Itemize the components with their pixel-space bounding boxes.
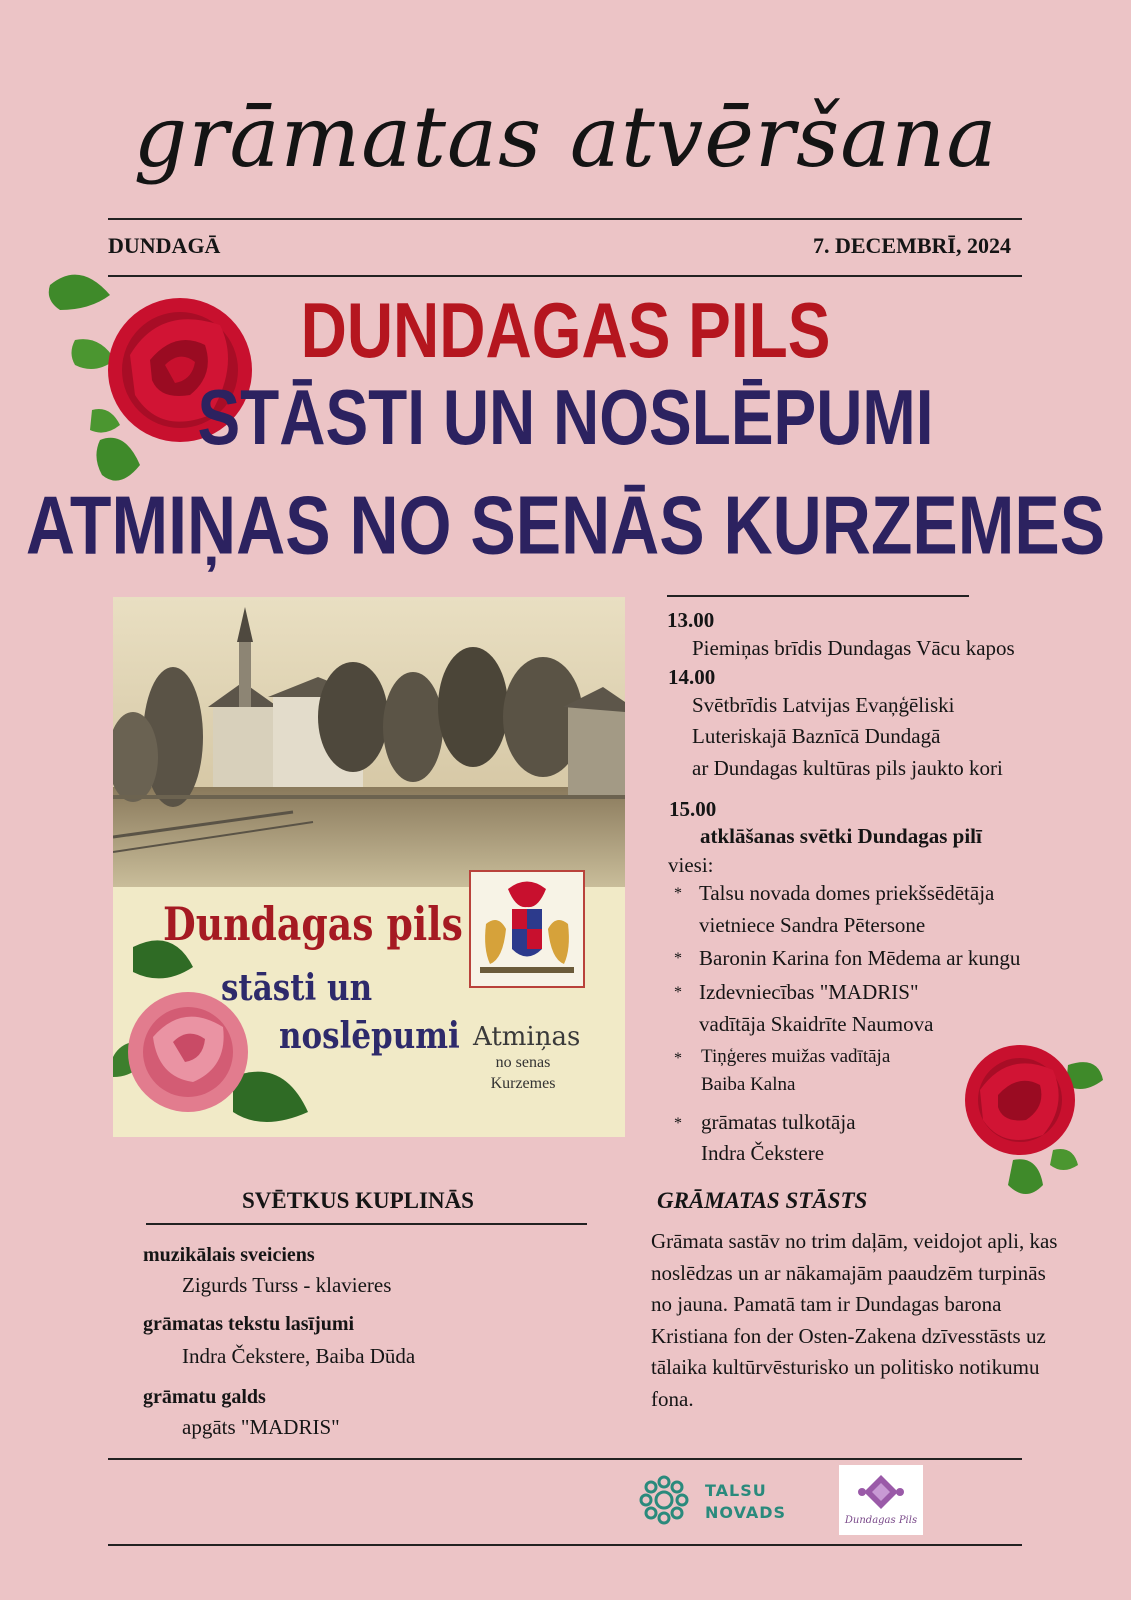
story-title: GRĀMATAS STĀSTS — [657, 1188, 868, 1213]
bullet-star: * — [674, 1115, 682, 1132]
schedule-event-3: atklāšanas svētki Dundagas pilī — [700, 824, 982, 848]
rose-illustration-right — [958, 1035, 1104, 1200]
headline-line-3: ATMIŅAS NO SENĀS KURZEMES — [25, 479, 1106, 572]
event-location: DUNDAGĀ — [108, 233, 221, 258]
castle-engraving-image — [113, 597, 625, 887]
schedule-event-2c: ar Dundagas kultūras pils jaukto kori — [692, 756, 1003, 780]
cover-title-line-3: noslēpumi — [279, 1015, 460, 1057]
headline-line-2: STĀSTI UN NOSLĒPUMI — [197, 373, 934, 462]
guest-4-line-1: Tiņģeres muižas vadītāja — [701, 1046, 891, 1067]
poster-title: grāmatas atvēršana — [133, 88, 998, 186]
extras-item-2-label: grāmatas tekstu lasījumi — [143, 1313, 355, 1335]
talsu-novads-logo-icon — [636, 1472, 692, 1528]
bullet-star: * — [674, 885, 682, 902]
footer-top-rule — [108, 1458, 1022, 1460]
schedule-event-2b: Luteriskajā Baznīcā Dundagā — [692, 724, 941, 748]
guest-1-line-1: Talsu novada domes priekšsēdētāja — [699, 881, 995, 905]
cover-subtitle-line-3: Kurzemes — [490, 1075, 556, 1092]
guest-1-line-2: vietniece Sandra Pētersone — [699, 913, 926, 937]
extras-item-3-value: apgāts "MADRIS" — [182, 1415, 340, 1439]
extras-item-3-label: grāmatu galds — [143, 1386, 266, 1408]
talsu-line-2: NOVADS — [705, 1503, 787, 1522]
guest-2-line-1: Baronin Karina fon Mēdema ar kungu — [699, 946, 1021, 970]
story-text: Grāmata sastāv no trim daļām, veidojot apli, kas noslēdzas un ar nākamajām paaudzēm turpinās no jauna. Pamatā tam ir Dundagas barona Kristiana fon der Osten-Zakena dzīvesstāsts uz tālaika kultūrvēsturisko un politisko notikumu fona. — [651, 1229, 1058, 1411]
cover-title-line-1: Dundagas pils — [163, 897, 463, 951]
dundagas-pils-emblem-icon — [856, 1471, 906, 1513]
extras-item-1-label: muzikālais sveiciens — [143, 1244, 315, 1266]
book-cover — [113, 597, 625, 1137]
bullet-star: * — [674, 984, 682, 1001]
guest-3-line-1: Izdevniecības "MADRIS" — [699, 980, 919, 1004]
footer-bottom-rule — [108, 1544, 1022, 1546]
coat-of-arms-icon — [468, 869, 586, 989]
cover-subtitle-line-1: Atmiņas — [473, 1022, 581, 1052]
schedule-top-rule — [667, 595, 969, 597]
schedule-event-2a: Svētbrīdis Latvijas Evaņģēliski — [692, 693, 955, 717]
schedule-time-2: 14.00 — [668, 665, 716, 689]
schedule-time-3: 15.00 — [669, 797, 717, 821]
headline-line-1: DUNDAGAS PILS — [300, 286, 831, 375]
cover-subtitle-line-2: no senas — [495, 1054, 551, 1071]
extras-rule — [146, 1223, 587, 1225]
dundagas-pils-logo — [839, 1465, 923, 1535]
cover-title-line-2: stāsti un — [221, 967, 373, 1009]
dundagas-pils-logo-text: Dundagas Pils — [844, 1515, 918, 1526]
schedule-event-1: Piemiņas brīdis Dundagas Vācu kapos — [692, 636, 1015, 660]
guests-label: viesi: — [668, 853, 714, 877]
talsu-novads-logo-text — [705, 1480, 786, 1524]
guest-5-line-1: grāmatas tulkotāja — [701, 1110, 856, 1134]
bullet-star: * — [674, 1050, 682, 1067]
schedule-time-1: 13.00 — [667, 608, 715, 632]
extras-item-2-value: Indra Čekstere, Baiba Dūda — [182, 1344, 416, 1368]
top-rule — [108, 218, 1022, 220]
guest-4-line-2: Baiba Kalna — [701, 1074, 796, 1095]
guest-3-line-2: vadītāja Skaidrīte Naumova — [699, 1012, 934, 1036]
event-date: 7. DECEMBRĪ, 2024 — [812, 233, 1011, 258]
extras-title: SVĒTKUS KUPLINĀS — [242, 1188, 474, 1213]
guest-5-line-2: Indra Čekstere — [701, 1141, 825, 1165]
talsu-line-1: TALSU — [705, 1481, 767, 1500]
extras-item-1-value: Zigurds Turss - klavieres — [182, 1273, 392, 1297]
bullet-star: * — [674, 950, 682, 967]
